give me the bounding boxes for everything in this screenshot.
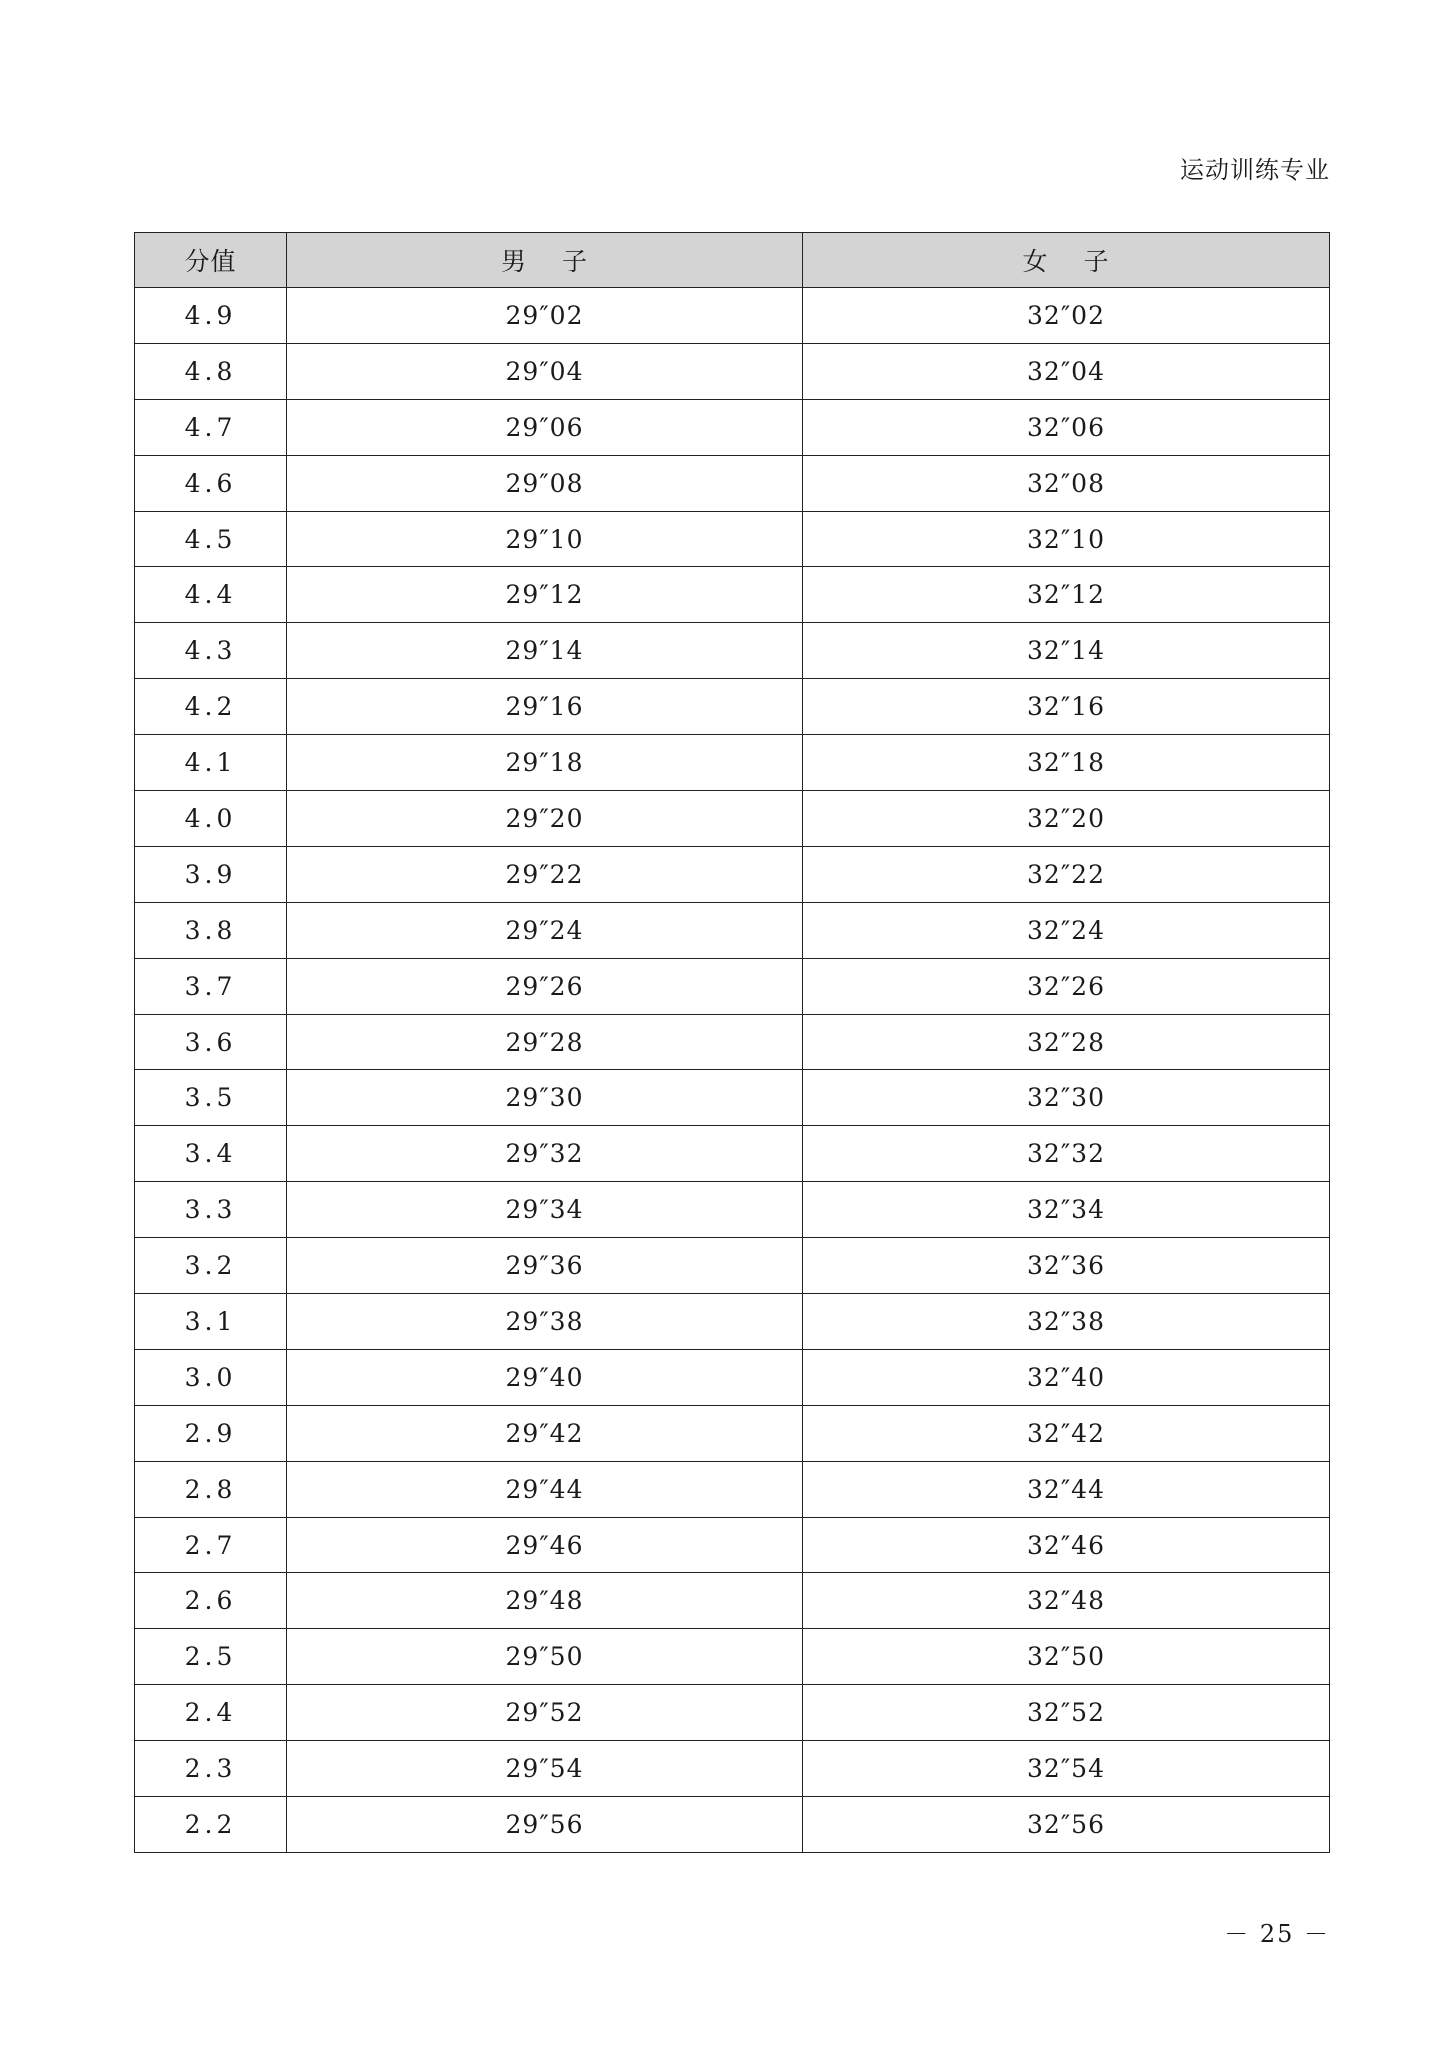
table-row	[135, 1294, 1330, 1350]
male-time-cell: 29″46	[287, 1517, 803, 1573]
score-cell: 3.4	[135, 1126, 287, 1182]
female-time-cell: 32″50	[803, 1629, 1330, 1685]
table-row	[135, 1573, 1330, 1629]
score-cell: 4.2	[135, 679, 287, 735]
male-time-cell: 29″12	[287, 567, 803, 623]
female-time-cell: 32″44	[803, 1461, 1330, 1517]
female-time-cell: 32″16	[803, 679, 1330, 735]
table-body	[135, 288, 1330, 1853]
male-time-cell: 29″28	[287, 1014, 803, 1070]
table-row	[135, 1070, 1330, 1126]
female-time-cell: 32″32	[803, 1126, 1330, 1182]
table-row	[135, 846, 1330, 902]
male-time-cell: 29″40	[287, 1349, 803, 1405]
score-cell: 3.0	[135, 1349, 287, 1405]
table-row	[135, 1126, 1330, 1182]
male-time-cell: 29″34	[287, 1182, 803, 1238]
table-row	[135, 902, 1330, 958]
score-cell: 2.5	[135, 1629, 287, 1685]
female-time-cell: 32″12	[803, 567, 1330, 623]
score-cell: 4.8	[135, 343, 287, 399]
score-cell: 4.1	[135, 735, 287, 791]
female-time-cell: 32″02	[803, 288, 1330, 344]
score-cell: 3.9	[135, 846, 287, 902]
table-row	[135, 399, 1330, 455]
score-cell: 2.3	[135, 1741, 287, 1797]
score-cell: 2.6	[135, 1573, 287, 1629]
male-time-cell: 29″16	[287, 679, 803, 735]
male-time-cell: 29″56	[287, 1797, 803, 1853]
female-time-cell: 32″20	[803, 791, 1330, 847]
score-cell: 4.6	[135, 455, 287, 511]
female-time-cell: 32″22	[803, 846, 1330, 902]
female-time-cell: 32″34	[803, 1182, 1330, 1238]
female-time-cell: 32″04	[803, 343, 1330, 399]
male-time-cell: 29″06	[287, 399, 803, 455]
table-row	[135, 958, 1330, 1014]
table-row	[135, 623, 1330, 679]
female-time-cell: 32″52	[803, 1685, 1330, 1741]
table-row	[135, 1238, 1330, 1294]
score-cell: 2.7	[135, 1517, 287, 1573]
score-cell: 3.8	[135, 902, 287, 958]
table-row	[135, 1182, 1330, 1238]
male-time-cell: 29″54	[287, 1741, 803, 1797]
male-time-cell: 29″10	[287, 511, 803, 567]
page-number: － 25 －	[1224, 1920, 1330, 1948]
column-header-female: 女 子	[803, 233, 1330, 288]
male-time-cell: 29″14	[287, 623, 803, 679]
female-time-cell: 32″36	[803, 1238, 1330, 1294]
score-cell: 3.1	[135, 1294, 287, 1350]
score-cell: 3.7	[135, 958, 287, 1014]
table-row	[135, 1405, 1330, 1461]
table-row	[135, 1349, 1330, 1405]
male-time-cell: 29″04	[287, 343, 803, 399]
female-time-cell: 32″06	[803, 399, 1330, 455]
male-time-cell: 29″44	[287, 1461, 803, 1517]
score-cell: 2.2	[135, 1797, 287, 1853]
score-cell: 2.4	[135, 1685, 287, 1741]
score-cell: 3.5	[135, 1070, 287, 1126]
female-time-cell: 32″18	[803, 735, 1330, 791]
female-time-cell: 32″28	[803, 1014, 1330, 1070]
table-row	[135, 791, 1330, 847]
female-time-cell: 32″38	[803, 1294, 1330, 1350]
male-time-cell: 29″38	[287, 1294, 803, 1350]
female-time-cell: 32″42	[803, 1405, 1330, 1461]
male-time-cell: 29″50	[287, 1629, 803, 1685]
table-row	[135, 1685, 1330, 1741]
female-time-cell: 32″48	[803, 1573, 1330, 1629]
score-cell: 4.7	[135, 399, 287, 455]
table-row	[135, 343, 1330, 399]
male-time-cell: 29″36	[287, 1238, 803, 1294]
page-header-label: 运动训练专业	[1180, 156, 1330, 184]
score-cell: 3.6	[135, 1014, 287, 1070]
female-time-cell: 32″46	[803, 1517, 1330, 1573]
table-row	[135, 1461, 1330, 1517]
score-cell: 4.5	[135, 511, 287, 567]
score-cell: 2.8	[135, 1461, 287, 1517]
male-time-cell: 29″52	[287, 1685, 803, 1741]
score-cell: 3.2	[135, 1238, 287, 1294]
male-time-cell: 29″18	[287, 735, 803, 791]
column-header-male: 男 子	[287, 233, 803, 288]
female-time-cell: 32″10	[803, 511, 1330, 567]
score-cell: 3.3	[135, 1182, 287, 1238]
score-cell: 4.4	[135, 567, 287, 623]
score-table	[134, 232, 1330, 1853]
female-time-cell: 32″24	[803, 902, 1330, 958]
female-time-cell: 32″54	[803, 1741, 1330, 1797]
male-time-cell: 29″30	[287, 1070, 803, 1126]
table-row	[135, 735, 1330, 791]
table-row	[135, 1014, 1330, 1070]
column-header-score: 分值	[135, 233, 287, 288]
score-cell: 4.9	[135, 288, 287, 344]
table-row	[135, 1741, 1330, 1797]
table-row	[135, 1797, 1330, 1853]
table-row	[135, 455, 1330, 511]
score-cell: 4.3	[135, 623, 287, 679]
female-time-cell: 32″14	[803, 623, 1330, 679]
table-row	[135, 1629, 1330, 1685]
female-time-cell: 32″26	[803, 958, 1330, 1014]
table-row	[135, 567, 1330, 623]
table-row	[135, 679, 1330, 735]
male-time-cell: 29″48	[287, 1573, 803, 1629]
male-time-cell: 29″42	[287, 1405, 803, 1461]
table-row	[135, 1517, 1330, 1573]
female-time-cell: 32″56	[803, 1797, 1330, 1853]
male-time-cell: 29″26	[287, 958, 803, 1014]
male-time-cell: 29″24	[287, 902, 803, 958]
table-row	[135, 511, 1330, 567]
male-time-cell: 29″08	[287, 455, 803, 511]
score-cell: 2.9	[135, 1405, 287, 1461]
male-time-cell: 29″22	[287, 846, 803, 902]
female-time-cell: 32″08	[803, 455, 1330, 511]
male-time-cell: 29″20	[287, 791, 803, 847]
score-cell: 4.0	[135, 791, 287, 847]
male-time-cell: 29″02	[287, 288, 803, 344]
male-time-cell: 29″32	[287, 1126, 803, 1182]
table-row	[135, 288, 1330, 344]
female-time-cell: 32″30	[803, 1070, 1330, 1126]
table-header-row	[135, 233, 1330, 288]
female-time-cell: 32″40	[803, 1349, 1330, 1405]
